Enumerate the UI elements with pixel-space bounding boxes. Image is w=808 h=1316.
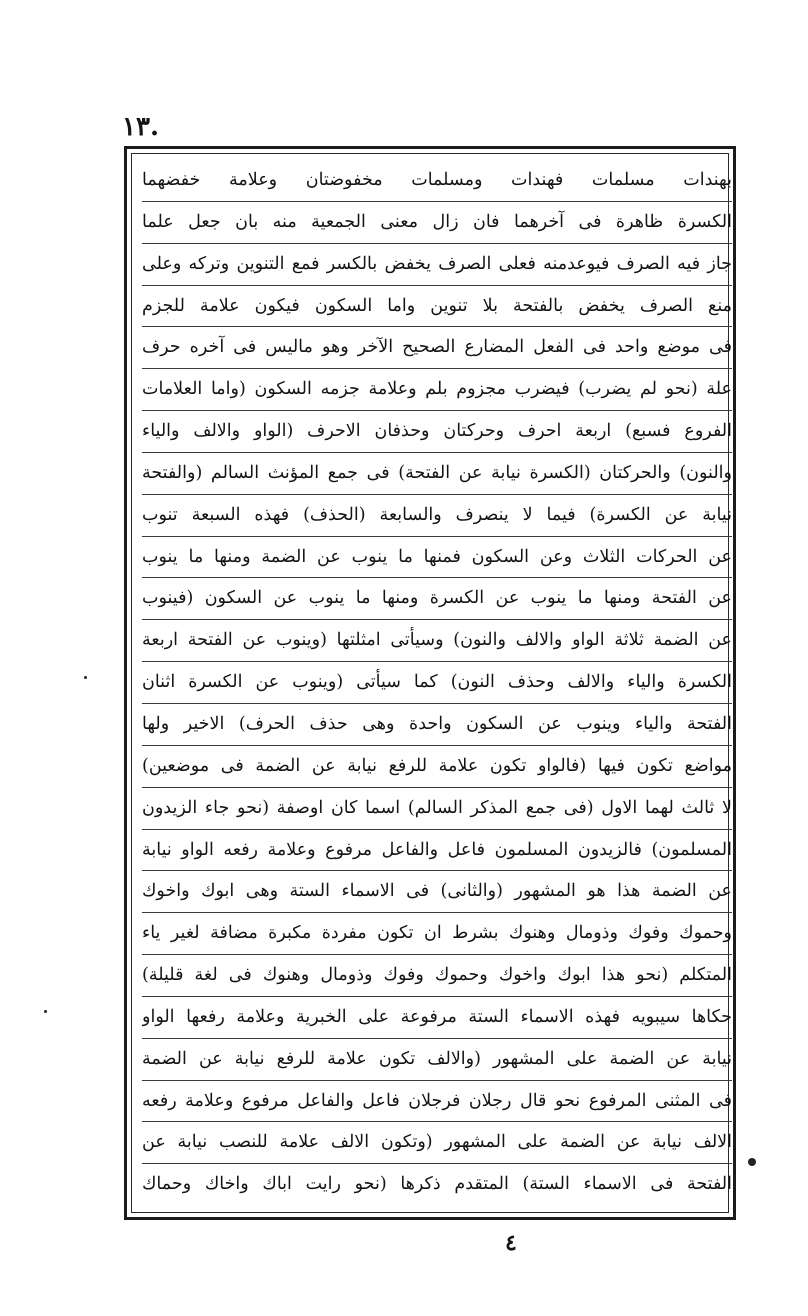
- text-line: منع الصرف يخفض بالفتحة بلا تنوين واما السكون فيكون علامة للجزم: [142, 286, 732, 328]
- text-line: فى موضع واحد فى الفعل المضارع الصحيح الآخر وهو ماليس فى آخره حرف: [142, 327, 732, 369]
- text-line: الكسرة ظاهرة فى آخرهما فان زال معنى الجمعية منه بان جعل علما: [142, 202, 732, 244]
- text-line: المتكلم (نحو هذا ابوك واخوك وحموك وفوك وذومال وهنوك فى لغة قليلة): [142, 955, 732, 997]
- text-line: الفروع فسبع) اربعة احرف وحركتان وحذفان الاحرف (الواو والالف والياء: [142, 411, 732, 453]
- text-line: حكاها سيبويه فهذه الاسماء الستة مرفوعة على الخبرية وعلامة رفعها الواو: [142, 997, 732, 1039]
- text-line: وحموك وفوك وذومال وهنوك بشرط ان تكون مفردة مكبرة مضافة لغير ياء: [142, 913, 732, 955]
- text-line: الفتحة فى الاسماء الستة) المتقدم ذكرها (نحو رايت اباك واخاك وحماك: [142, 1174, 732, 1195]
- text-line: جاز فيه الصرف فيوعدمنه فعلى الصرف يخفض بالكسر فمع التنوين وتركه وعلى: [142, 244, 732, 286]
- text-line: الالف نيابة عن الضمة على المشهور (وتكون الالف علامة للنصب نيابة عن: [142, 1122, 732, 1164]
- text-line: لا ثالث لهما الاول (فى جمع المذكر السالم) اسما كان اوصفة (نحو جاء الزيدون: [142, 788, 732, 830]
- text-line: عن الضمة هذا هو المشهور (والثانى) فى الاسماء الستة وهى ابوك واخوك: [142, 871, 732, 913]
- text-line: عن الحركات الثلاث وعن السكون فمنها ما ينوب عن الضمة ومنها ما ينوب: [142, 537, 732, 579]
- ink-speck: [748, 1158, 756, 1166]
- text-line: بهندات مسلمات فهندات ومسلمات مخفوضتان وعلامة خفضهما: [142, 160, 732, 202]
- ink-speck: [84, 676, 87, 679]
- ink-speck: [44, 1010, 47, 1013]
- text-line: الكسرة والياء والالف وحذف النون) كما سيأتى (وينوب عن الكسرة اثنان: [142, 662, 732, 704]
- text-line: نيابة عن الكسرة) فيما لا ينصرف والسابعة (الحذف) فهذه السبعة تنوب: [142, 495, 732, 537]
- text-line: والنون) والحركتان (الكسرة نيابة عن الفتحة) فى جمع المؤنث السالم (والفتحة: [142, 453, 732, 495]
- text-line: فى المثنى المرفوع نحو قال رجلان فرجلان فاعل والفاعل مرفوع وعلامة رفعه: [142, 1081, 732, 1123]
- text-line: المسلمون) فالزيدون المسلمون فاعل والفاعل مرفوع وعلامة رفعه الواو نيابة: [142, 830, 732, 872]
- text-line: عن الضمة ثلاثة الواو والالف والنون) وسيأتى امثلتها (وينوب عن الفتحة اربعة: [142, 620, 732, 662]
- text-line: الفتحة والياء وينوب عن السكون واحدة وهى حذف الحرف) الاخير ولها: [142, 704, 732, 746]
- text-line: علة (نحو لم يضرب) فيضرب مجزوم بلم وعلامة جزمه السكون (واما العلامات: [142, 369, 732, 411]
- catchword: ٤: [505, 1230, 517, 1256]
- text-line: نيابة عن الضمة على المشهور (والالف تكون علامة للرفع نيابة عن الضمة: [142, 1039, 732, 1081]
- text-line: عن الفتحة ومنها ما ينوب عن الكسرة ومنها ما ينوب عن السكون (فينوب: [142, 578, 732, 620]
- main-text: [142, 160, 732, 1205]
- text-line: مواضع تكون فيها (فالواو تكون علامة للرفع نيابة عن الضمة فى موضعين): [142, 746, 732, 788]
- page-number: ١٣.: [122, 112, 159, 142]
